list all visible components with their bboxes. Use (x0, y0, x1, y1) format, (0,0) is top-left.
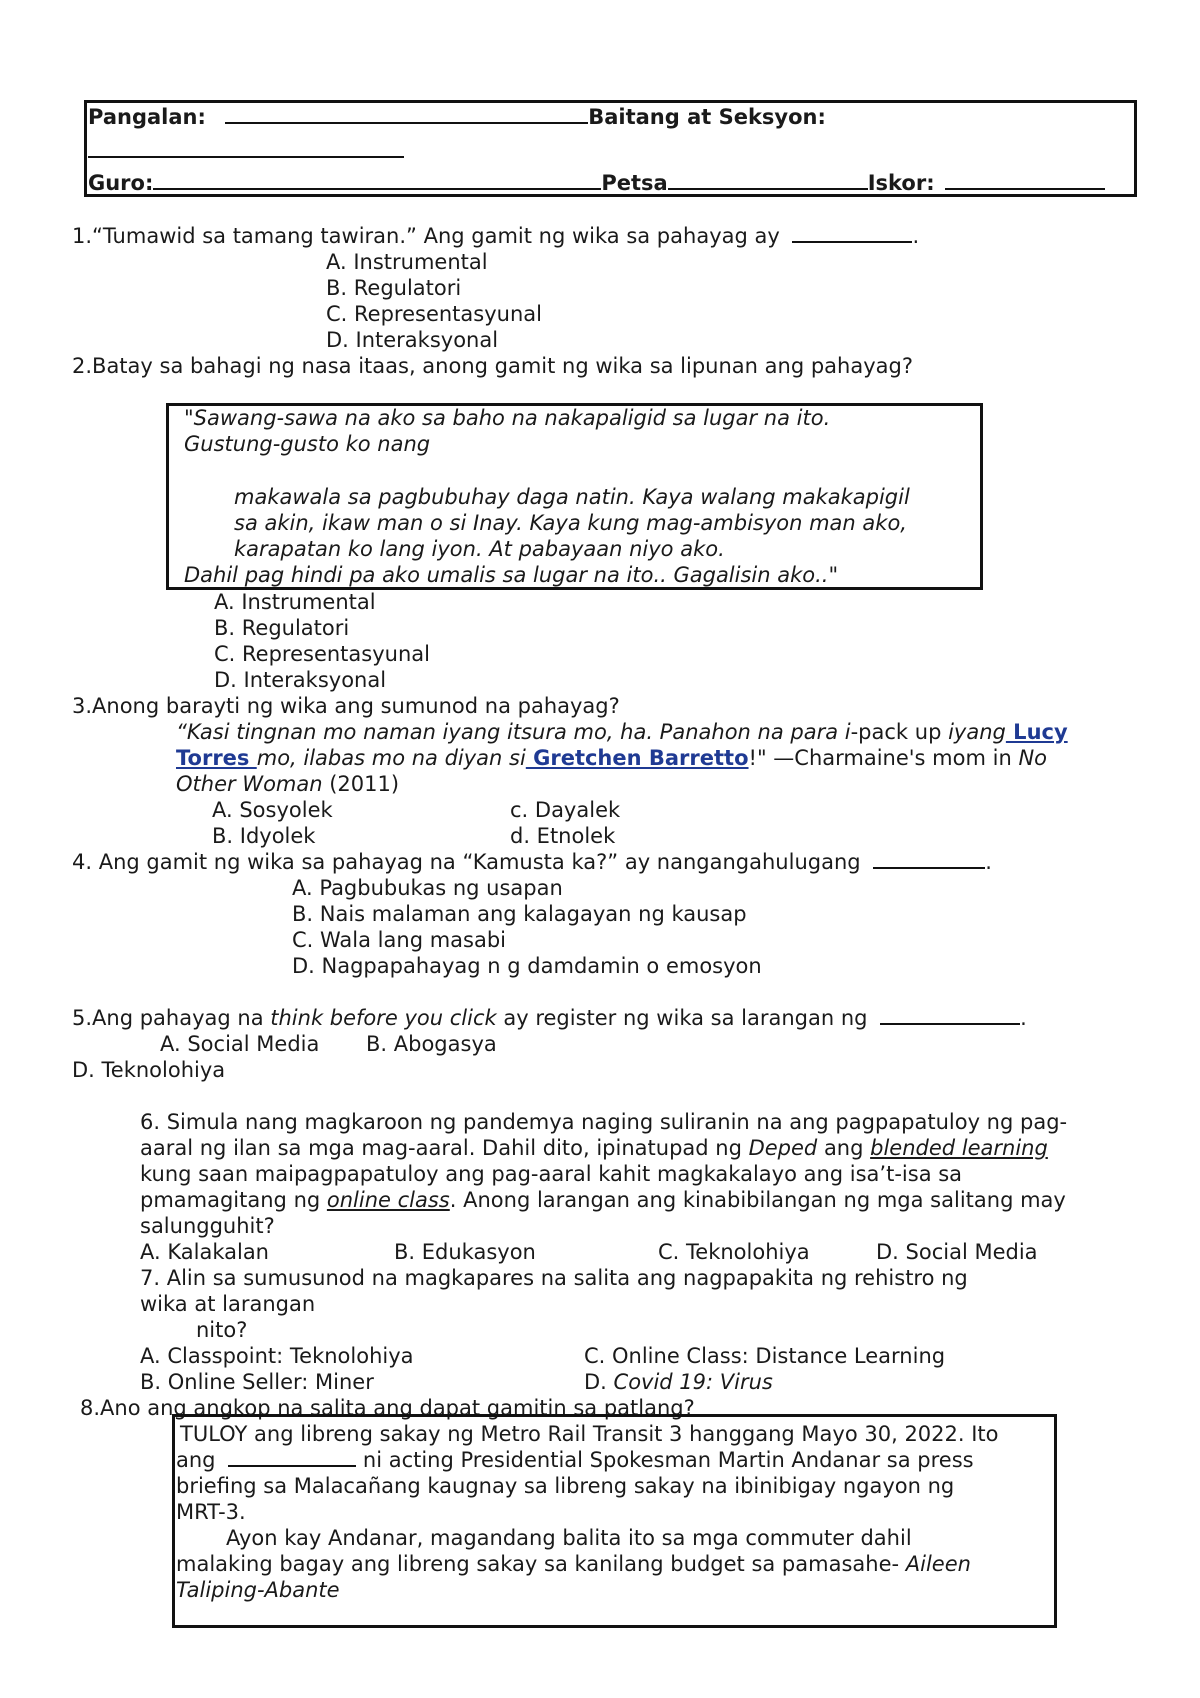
q7-option-c[interactable]: C. Online Class: Distance Learning (584, 1344, 946, 1368)
q8-blank[interactable] (228, 1447, 356, 1467)
q5-blank[interactable] (880, 1005, 1020, 1025)
q6-online-class: online class (326, 1188, 450, 1212)
q5-a: 5.Ang pahayag na (72, 1006, 271, 1030)
q3-film-b: Other Woman (176, 772, 323, 796)
q3-option-b[interactable]: B. Idyolek (212, 824, 316, 848)
q7-line-1: 7. Alin sa sumusunod na magkapares na salita ang nagpapakita ng rehistro ng (140, 1266, 968, 1290)
q6-option-c[interactable]: C. Teknolohiya (658, 1240, 810, 1264)
q5-text (72, 1005, 1027, 1031)
q3-option-c[interactable]: c. Dayalek (510, 798, 621, 822)
q6-option-a[interactable]: A. Kalakalan (140, 1240, 269, 1264)
q7-line-2: wika at larangan (140, 1292, 316, 1316)
q6-option-d[interactable]: D. Social Media (876, 1240, 1038, 1264)
q4-prefix: 4. Ang gamit ng wika sa pahayag na “Kamusta ka?” ay nangangahulugang (72, 850, 861, 874)
q3-text: 3.Anong barayti ng wika ang sumunod na pahayag? (72, 694, 620, 718)
q1-option-b[interactable]: B. Regulatori (326, 276, 462, 300)
q5-b: think before you click (270, 1006, 497, 1030)
q1-option-a[interactable]: A. Instrumental (326, 250, 488, 274)
q2-quote-line-1: "Sawang-sawa na ako sa baho na nakapaligid sa lugar na ito. (184, 406, 831, 430)
q8-line-2b: ni acting Presidential Spokesman Martin Andanar sa press (356, 1448, 974, 1472)
q5-option-d[interactable]: D. Teknolohiya (72, 1058, 226, 1082)
q3-quote-c: iyang (941, 720, 1006, 744)
name-label: Pangalan: (88, 105, 206, 129)
score-label: Iskor: (867, 171, 935, 195)
q4-option-c[interactable]: C. Wala lang masabi (292, 928, 506, 952)
q6-line-1: 6. Simula nang magkaroon ng pandemya naging suliranin na ang pagpapatuloy ng pag- (140, 1110, 1068, 1134)
q2-quote-line-3: makawala sa pagbubuhay daga natin. Kaya walang makakapigil (234, 485, 910, 509)
q3-quote-line-2 (176, 745, 1047, 771)
date-blank[interactable] (668, 170, 868, 190)
q3-quote-a: “Kasi tingnan mo naman iyang itsura mo, ha. Panahon na para i (176, 720, 851, 744)
q3-quote-b: -pack up (850, 720, 942, 744)
q3-film-a: No (1018, 746, 1047, 770)
q6-line-4a: pmamagitang ng (140, 1188, 327, 1212)
q1-option-d[interactable]: D. Interaksyonal (326, 328, 499, 352)
score-blank[interactable] (945, 170, 1105, 190)
q7-option-d[interactable] (584, 1369, 773, 1395)
q5-c: ay register ng wika sa larangan ng (496, 1006, 868, 1030)
q1-option-c[interactable]: C. Representasyunal (326, 302, 542, 326)
q4-option-b[interactable]: B. Nais malaman ang kalagayan ng kausap (292, 902, 747, 926)
q7-option-a[interactable]: A. Classpoint: Teknolohiya (140, 1344, 414, 1368)
q8-article-line-2 (176, 1447, 974, 1473)
q6-line-2a: aaral ng ilan sa mga mag-aaral. Dahil dito, ipinatupad ng (140, 1136, 749, 1160)
q8-article-line-7: Taliping-Abante (176, 1578, 340, 1602)
q7-option-b[interactable]: B. Online Seller: Miner (140, 1370, 374, 1394)
q8-article-line-3: briefing sa Malacañang kaugnay sa libreng sakay na ibinibigay ngayon ng (176, 1474, 955, 1498)
q6-line-5: salungguhit? (140, 1214, 275, 1238)
q4-blank[interactable] (873, 849, 985, 869)
q4-option-a[interactable]: A. Pagbubukas ng usapan (292, 876, 563, 900)
q8-article-line-4: MRT-3. (176, 1500, 246, 1524)
grade-label: Baitang at Seksyon: (588, 105, 826, 129)
q6-line-3: kung saan maipagpapatuloy ang pag-aaral kahit magkakalayo ang isa’t-isa sa (140, 1162, 963, 1186)
q5-d: . (1020, 1006, 1027, 1030)
q8-text: 8.Ano ang angkop na salita ang dapat gamitin sa patlang? (80, 1396, 695, 1420)
q3-quote-f: " —Charmaine's mom in (756, 746, 1019, 770)
header-row-1 (88, 104, 826, 130)
q8-article-line-6 (176, 1551, 971, 1577)
q3-quote-d: mo, ilabas mo na diyan si (256, 746, 526, 770)
q7-option-d-prefix: D. (584, 1370, 614, 1394)
q6-line-4b: . Anong larangan ang kinabibilangan ng mga salitang may (449, 1188, 1066, 1212)
q7-option-d-text: Covid 19: Virus (613, 1370, 773, 1394)
q1-text (72, 223, 919, 249)
q2-quote-line-5: karapatan ko lang iyon. At pabayaan niyo ako. (234, 537, 725, 561)
header-row-2 (88, 170, 1105, 196)
q8-line-6a: malaking bagay ang libreng sakay sa kanilang budget sa pamasahe- (176, 1552, 906, 1576)
q2-text: 2.Batay sa bahagi ng nasa itaas, anong gamit ng wika sa lipunan ang pahayag? (72, 354, 913, 378)
q6-line-2 (140, 1135, 1048, 1161)
q6-line-4 (140, 1187, 1066, 1213)
q6-blended-learning: blended learning (870, 1136, 1048, 1160)
q2-quote-line-2: Gustung-gusto ko nang (184, 432, 431, 456)
q7-line-3: nito? (196, 1318, 248, 1342)
torres-link[interactable]: Torres (176, 746, 257, 770)
q1-prefix: 1.“Tumawid sa tamang tawiran.” Ang gamit ng wika sa pahayag ay (72, 224, 780, 248)
q8-article-line-5: Ayon kay Andanar, magandang balita ito sa mga commuter dahil (226, 1526, 912, 1550)
q3-quote-line-1 (176, 719, 1068, 745)
q2-quote-line-4: sa akin, ikaw man o si Inay. Kaya kung mag-ambisyon man ako, (234, 511, 907, 535)
q3-option-d[interactable]: d. Etnolek (510, 824, 616, 848)
lucy-link[interactable]: Lucy (1005, 720, 1068, 744)
q6-deped: Deped (748, 1136, 818, 1160)
q3-year: (2011) (322, 772, 400, 796)
q1-suffix: . (912, 224, 920, 248)
teacher-label: Guro: (88, 171, 154, 195)
date-label: Petsa (601, 171, 668, 195)
q2-option-b[interactable]: B. Regulatori (214, 616, 350, 640)
q8-author-a: Aileen (905, 1552, 971, 1576)
q4-text (72, 849, 992, 875)
name-blank[interactable] (225, 104, 588, 124)
grade-blank[interactable] (88, 138, 404, 158)
q8-article-line-1: TULOY ang libreng sakay ng Metro Rail Transit 3 hanggang Mayo 30, 2022. Ito (180, 1422, 999, 1446)
q3-quote-e: ! (748, 746, 757, 770)
q4-suffix: . (985, 850, 992, 874)
gretchen-link[interactable]: Gretchen Barretto (525, 746, 749, 770)
q5-option-a[interactable]: A. Social Media (160, 1032, 320, 1056)
q2-quote-line-6: Dahil pag hindi pa ako umalis sa lugar na ito.. Gagalisin ako.." (184, 563, 839, 587)
q6-option-b[interactable]: B. Edukasyon (394, 1240, 536, 1264)
q2-option-a[interactable]: A. Instrumental (214, 590, 376, 614)
q8-line-2a: ang (176, 1448, 216, 1472)
q3-quote-line-3 (176, 771, 399, 797)
q2-option-c[interactable]: C. Representasyunal (214, 642, 430, 666)
q3-option-a[interactable]: A. Sosyolek (212, 798, 333, 822)
q6-line-2b: ang (817, 1136, 871, 1160)
q1-blank[interactable] (792, 223, 912, 243)
q5-option-b[interactable]: B. Abogasya (366, 1032, 497, 1056)
q4-option-d[interactable]: D. Nagpapahayag n g damdamin o emosyon (292, 954, 762, 978)
q2-option-d[interactable]: D. Interaksyonal (214, 668, 387, 692)
teacher-blank[interactable] (153, 170, 601, 190)
